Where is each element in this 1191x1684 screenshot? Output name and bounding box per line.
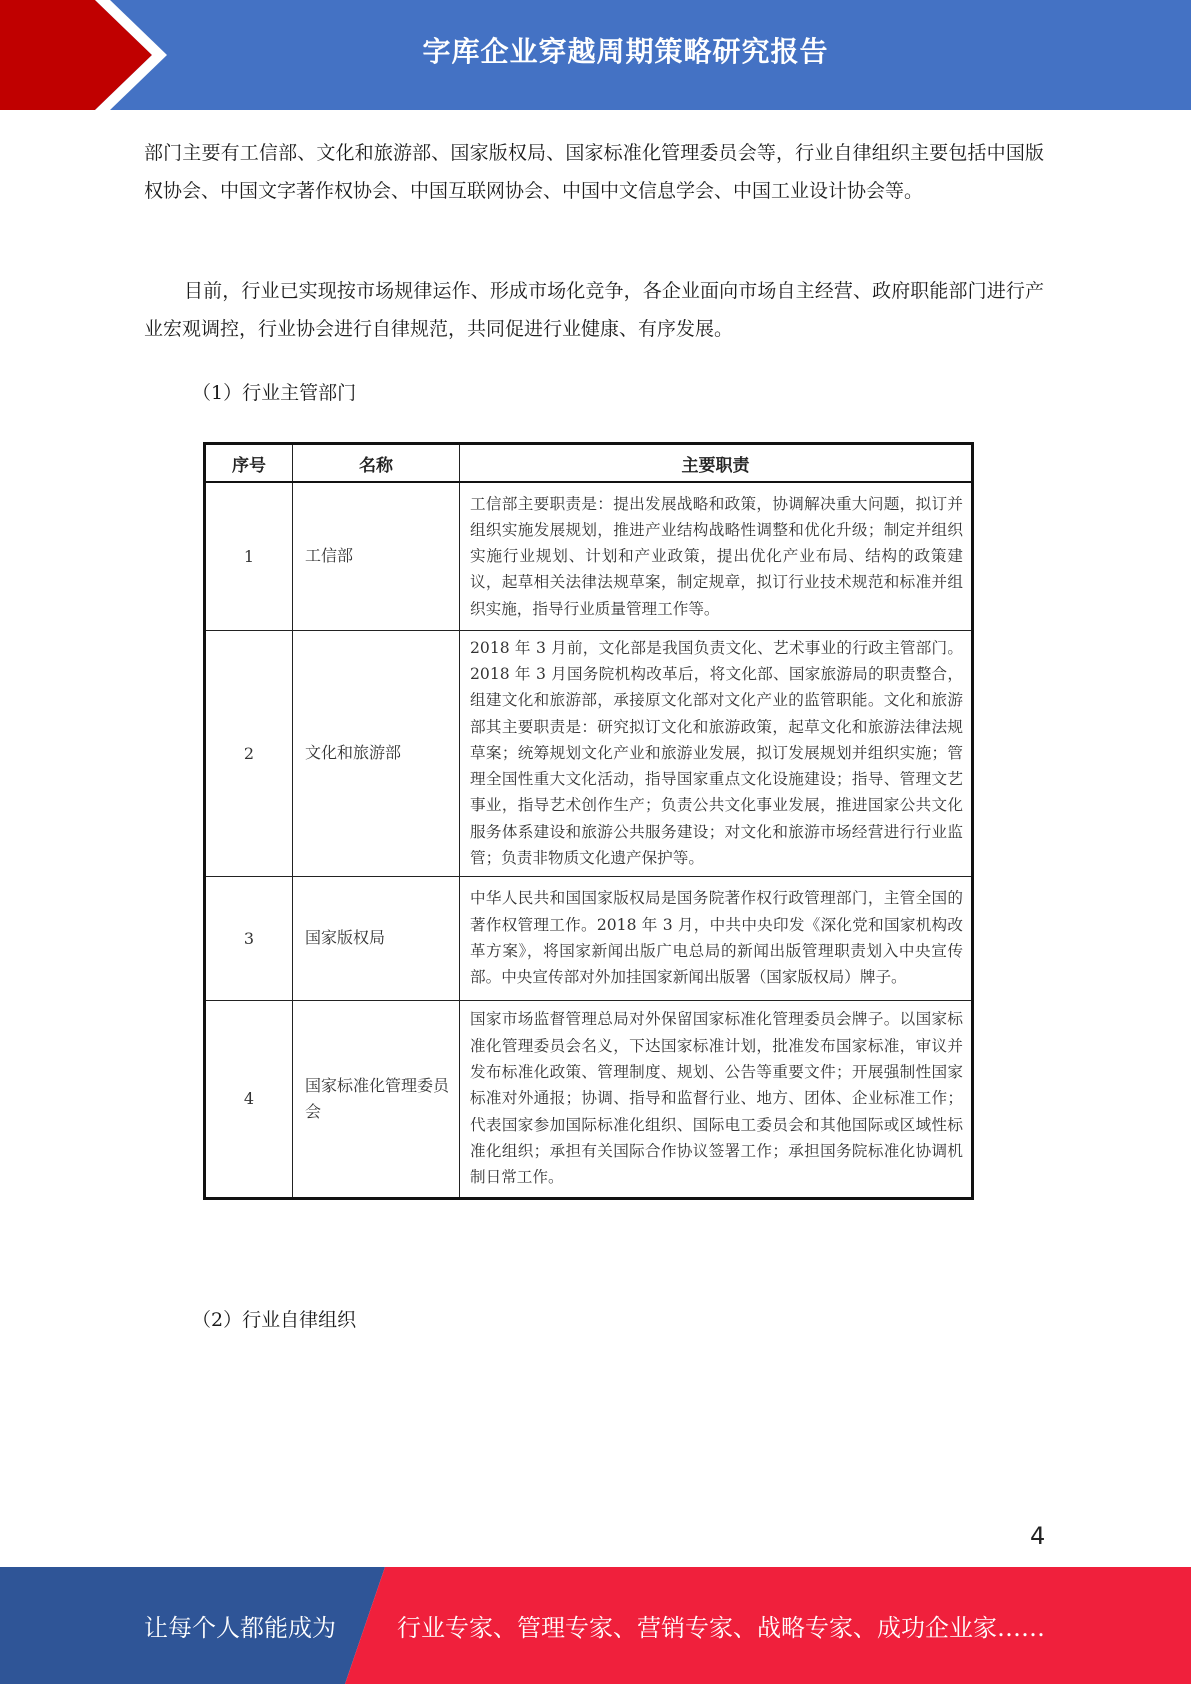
col-header-name: 名称	[293, 444, 460, 483]
row-index: 2	[205, 630, 293, 876]
authorities-table	[203, 442, 974, 1200]
intro-paragraph: 部门主要有工信部、文化和旅游部、国家版权局、国家标准化管理委员会等，行业自律组织主要包括中国版权协会、中国文字著作权协会、中国互联网协会、中国中文信息学会、中国工业设计协会等。	[144, 142, 1044, 202]
row-duties: 国家市场监督管理总局对外保留国家标准化管理委员会牌子。以国家标准化管理委员会名义，下达国家标准计划，批准发布国家标准，审议并发布标准化政策、管理制度、规划、公告等重要文件；开展强制性国家标准对外通报；协调、指导和监督行业、地方、团体、企业标准工作；代表国家参加国际标准化组织、国际电工委员会和其他国际或区域性标准化组织；承担有关国际合作协议签署工作；承担国务院标准化协调机制日常工作。	[460, 1000, 973, 1198]
row-name: 工信部	[293, 482, 460, 630]
table-row	[205, 482, 973, 630]
row-index: 3	[205, 876, 293, 1000]
row-name: 文化和旅游部	[293, 630, 460, 876]
table-row	[205, 630, 973, 876]
row-duties: 工信部主要职责是：提出发展战略和政策，协调解决重大问题，拟订并组织实施发展规划，推进产业结构战略性调整和优化升级；制定并组织实施行业规划、计划和产业政策，提出优化产业布局、结构的政策建议，起草相关法律法规草案，制定规章，拟订行业技术规范和标准并组织实施，指导行业质量管理工作等。	[460, 482, 973, 630]
footer-slogan-right: 行业专家、管理专家、营销专家、战略专家、成功企业家……	[397, 1614, 1045, 1642]
col-header-index: 序号	[205, 444, 293, 483]
report-title: 字库企业穿越周期策略研究报告	[422, 35, 829, 68]
section-heading-authorities: （1）行业主管部门	[192, 382, 357, 404]
row-duties: 中华人民共和国国家版权局是国务院著作权行政管理部门，主管全国的著作权管理工作。2018 年 3 月，中共中央印发《深化党和国家机构改革方案》，将国家新闻出版广电总局的新闻出版管理职责划入中央宣传部。中央宣传部对外加挂国家新闻出版署（国家版权局）牌子。	[460, 876, 973, 1000]
page-header	[0, 0, 1191, 110]
page-number: 4	[1030, 1522, 1046, 1550]
col-header-duties: 主要职责	[460, 444, 973, 483]
row-index: 4	[205, 1000, 293, 1198]
market-paragraph: 目前，行业已实现按市场规律运作、形成市场化竞争，各企业面向市场自主经营、政府职能部门进行产业宏观调控，行业协会进行自律规范，共同促进行业健康、有序发展。	[144, 280, 1044, 340]
section-heading-self-regulatory: （2）行业自律组织	[192, 1309, 357, 1331]
table-row	[205, 876, 973, 1000]
row-name: 国家版权局	[293, 876, 460, 1000]
table-row	[205, 1000, 973, 1198]
row-name: 国家标准化管理委员会	[293, 1000, 460, 1198]
row-duties: 2018 年 3 月前，文化部是我国负责文化、艺术事业的行政主管部门。2018 年 3 月国务院机构改革后，将文化部、国家旅游局的职责整合，组建文化和旅游部，承接原文化部对文化产业的监管职能。文化和旅游部其主要职责是：研究拟订文化和旅游政策，起草文化和旅游法律法规草案；统筹规划文化产业和旅游业发展，拟订发展规划并组织实施；管理全国性重大文化活动，指导国家重点文化设施建设；指导、管理文艺事业，指导艺术创作生产；负责公共文化事业发展，推进国家公共文化服务体系建设和旅游公共服务建设；对文化和旅游市场经营进行行业监管；负责非物质文化遗产保护等。	[460, 630, 973, 876]
footer-slogan-left: 让每个人都能成为	[144, 1614, 336, 1642]
table-header-row	[205, 444, 973, 483]
page-footer	[0, 1567, 1191, 1684]
row-index: 1	[205, 482, 293, 630]
